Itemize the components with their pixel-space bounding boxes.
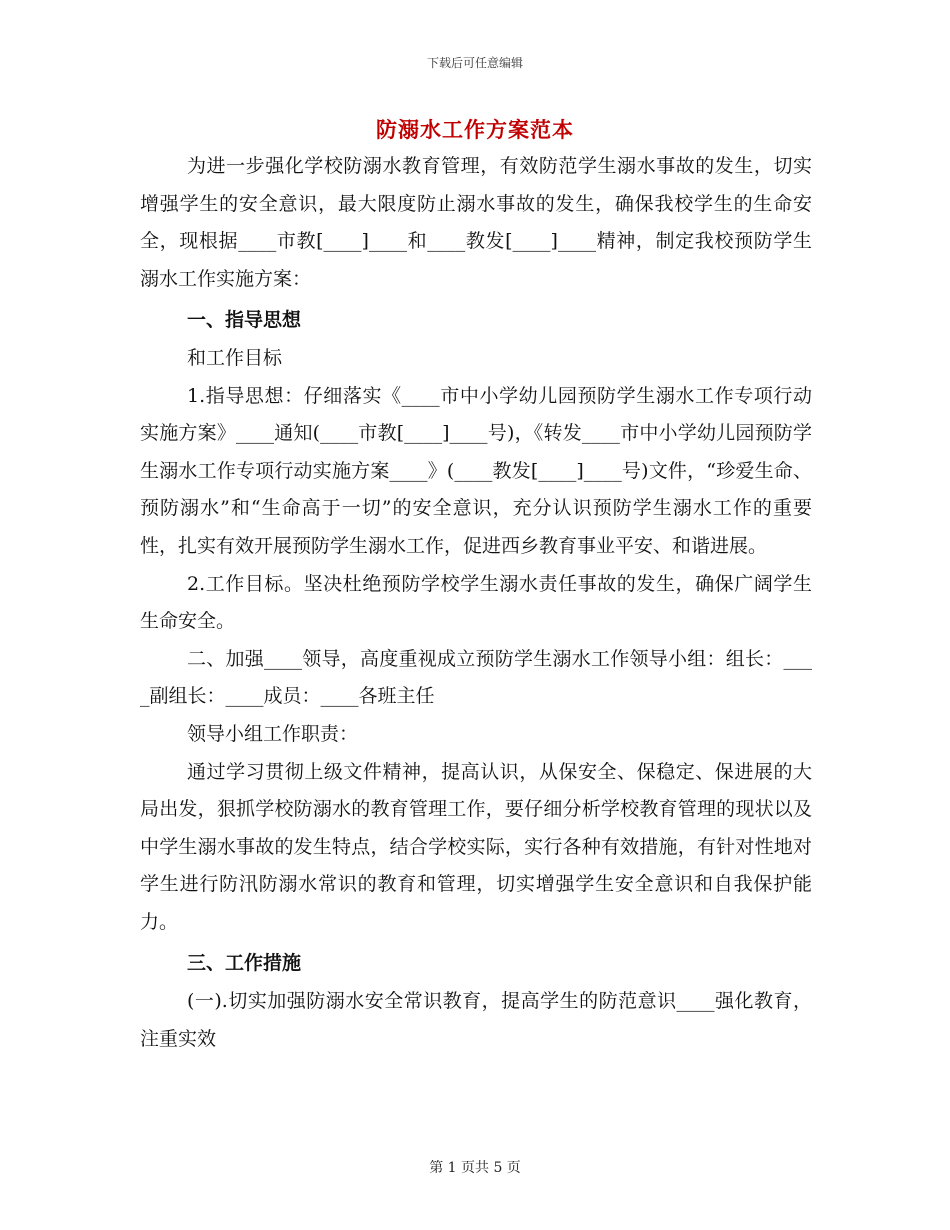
intro-paragraph: 为进一步强化学校防溺水教育管理，有效防范学生溺水事故的发生，切实增强学生的安全意识，最大限度防止溺水事故的发生，确保我校学生的生命安全，现根据____市教[____]____和____教发[____]____精神，制定我校预防学生溺水工作实施方案： <box>140 155 812 290</box>
document-title: 防溺水工作方案范本 <box>376 118 574 142</box>
section-heading-work-measures: 三、工作措施 <box>187 952 302 975</box>
page-number-footer: 第 1 页共 5 页 <box>429 1160 521 1176</box>
paragraph-guiding-thought: 1.指导思想：仔细落实《____市中小学幼儿园预防学生溺水工作专项行动实施方案》____通知(____市教[____]____号)，《转发____市中小学幼儿园预防学生溺水工作专项行动实施方案____》(____教发[____]____号)文件，“珍爱生命、预防溺水”和“生命高于一切”的安全意识，充分认识预防学生溺水工作的重要性，扎实有效开展预防学生溺水工作，促进西乡教育事业平安、和谐进展。 <box>140 384 812 557</box>
section-heading-guiding-thought: 一、指导思想 <box>187 309 302 332</box>
paragraph-measure-one: (一).切实加强防溺水安全常识教育，提高学生的防范意识____强化教育，注重实效 <box>140 990 812 1050</box>
paragraph-group-duties: 通过学习贯彻上级文件精神，提高认识，从保安全、保稳定、保进展的大局出发，狠抓学校防溺水的教育管理工作，要仔细分析学校教育管理的现状以及中学生溺水事故的发生特点，结合学校实际，实行各种有效措施，有针对性地对学生进行防汛防溺水常识的教育和管理，切实增强学生安全意识和自我保护能力。 <box>140 760 812 933</box>
page-header-note: 下载后可任意编辑 <box>426 56 523 70</box>
paragraph-group-duties-label: 领导小组工作职责： <box>187 722 359 745</box>
document-body <box>140 148 812 1058</box>
subheading-work-goals: 和工作目标 <box>187 346 283 369</box>
paragraph-leadership-group: 二、加强____领导，高度重视成立预防学生溺水工作领导小组：组长：____副组长：____成员：____各班主任 <box>140 647 812 708</box>
paragraph-work-goal: 2.工作目标。坚决杜绝预防学校学生溺水责任事故的发生，确保广阔学生生命安全。 <box>140 572 812 633</box>
